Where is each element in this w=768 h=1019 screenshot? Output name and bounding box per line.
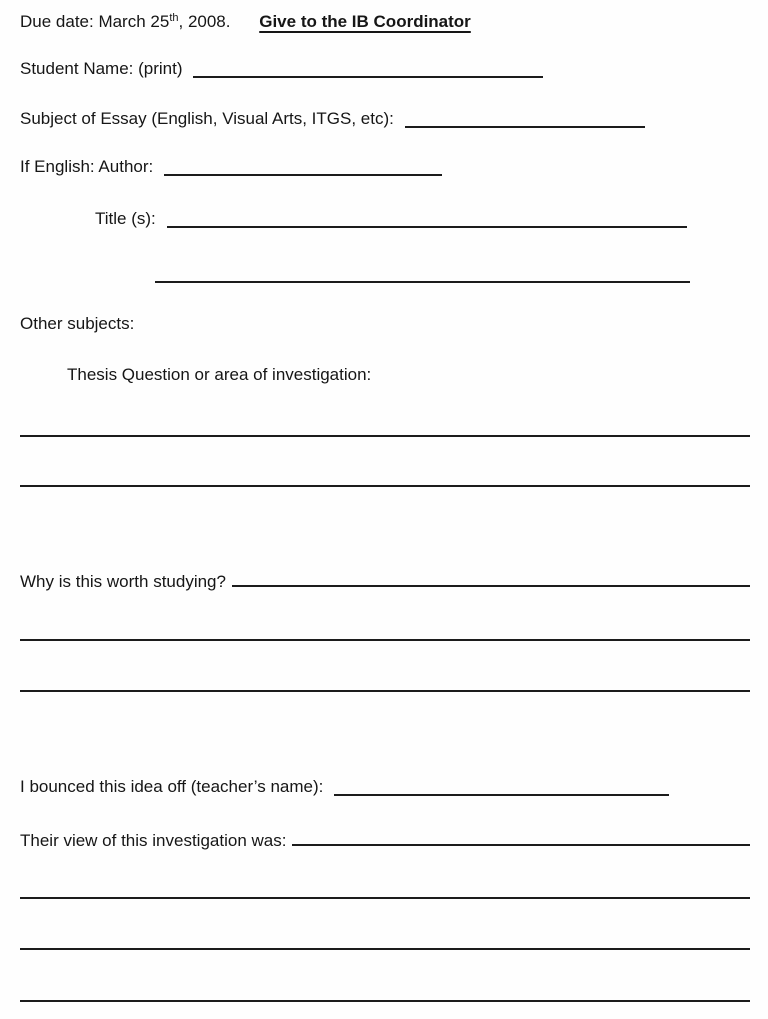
- subject-row: [20, 107, 750, 131]
- view-blank-line-1[interactable]: [20, 897, 750, 899]
- due-date-label: [20, 12, 231, 31]
- bounced-label: I bounced this idea off (teacher’s name):: [20, 777, 324, 796]
- author-label: If English: Author:: [20, 157, 154, 176]
- why-blank-line-2[interactable]: [20, 690, 750, 692]
- give-to-coordinator-label: Give to the IB Coordinator: [259, 12, 471, 31]
- view-label: Their view of this investigation was:: [20, 831, 287, 850]
- other-subjects-label: Other subjects:: [20, 314, 135, 333]
- subject-label: Subject of Essay (English, Visual Arts, ITGS, etc):: [20, 109, 394, 128]
- subject-blank[interactable]: [405, 126, 645, 128]
- bounced-blank[interactable]: [334, 794, 669, 796]
- title-label: Title (s):: [95, 209, 156, 228]
- why-label: Why is this worth studying?: [20, 572, 226, 591]
- title-blank-2[interactable]: [155, 281, 690, 283]
- why-blank[interactable]: [232, 585, 750, 587]
- view-blank-line-3[interactable]: [20, 1000, 750, 1002]
- why-blank-line-1[interactable]: [20, 639, 750, 641]
- student-name-label: Student Name: (print): [20, 59, 183, 78]
- thesis-blank-line-1[interactable]: [20, 435, 750, 437]
- view-row: [20, 829, 750, 853]
- due-date-ordinal: th: [169, 12, 179, 24]
- author-blank[interactable]: [164, 174, 442, 176]
- thesis-question-label: Thesis Question or area of investigation:: [67, 365, 372, 384]
- title-blank[interactable]: [167, 226, 687, 228]
- due-date-text: Due date: March 25: [20, 12, 170, 31]
- student-name-blank[interactable]: [193, 76, 543, 78]
- due-date-row: [20, 6, 750, 30]
- title-row: [95, 207, 750, 231]
- view-blank[interactable]: [292, 844, 750, 846]
- author-row: [20, 155, 750, 179]
- student-name-row: [20, 57, 750, 81]
- other-subjects-row: [20, 312, 750, 336]
- thesis-blank-line-2[interactable]: [20, 485, 750, 487]
- thesis-question-row: [67, 363, 750, 387]
- why-row: [20, 570, 750, 594]
- bounced-row: [20, 775, 750, 799]
- view-blank-line-2[interactable]: [20, 948, 750, 950]
- due-date-year: , 2008.: [178, 12, 231, 31]
